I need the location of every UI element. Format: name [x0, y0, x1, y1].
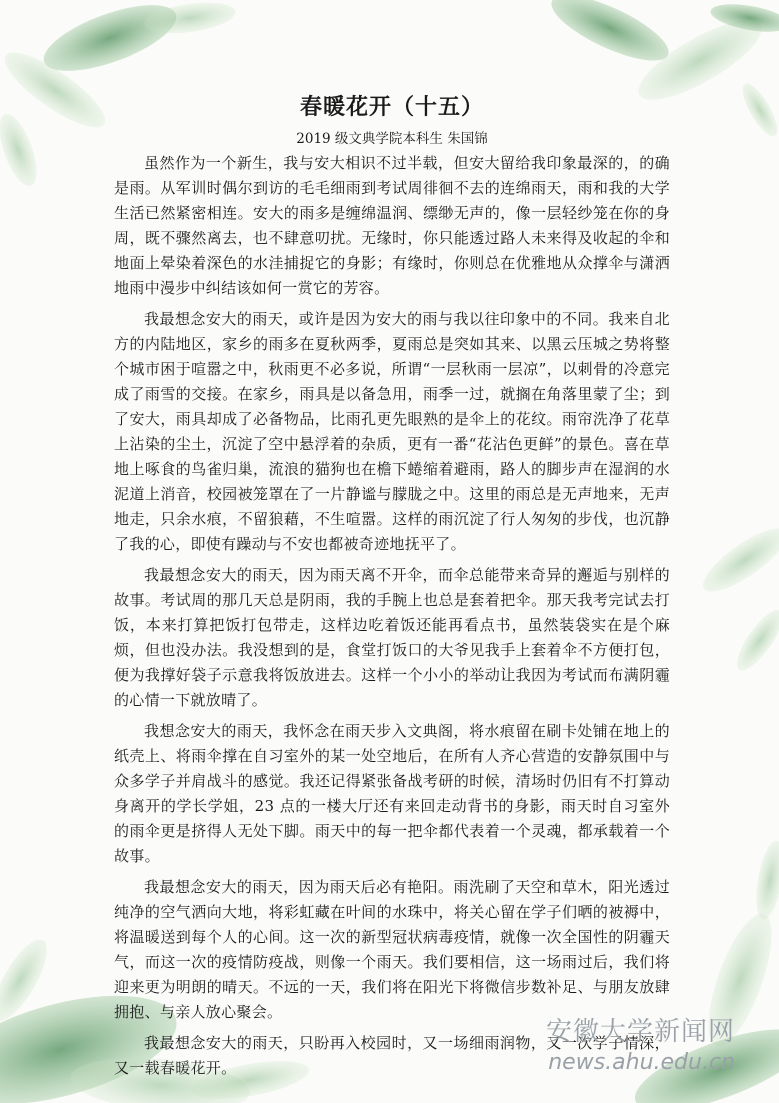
article-paragraph: 我最想念安大的雨天，因为雨天离不开伞，而伞总能带来奇异的邂逅与别样的故事。考试周的那几天总是阴雨，我的手腕上也总是套着把伞。那天我考完试去打饭，本来打算把饭打包带走，这样边吃着饭还能再看点书，虽然装袋实在是个麻烦，但也没办法。我没想到的是，食堂打饭口的大爷见我手上套着伞不方便打包，便为我撑好袋子示意我将饭放进去。这样一个小小的举动让我因为考试而布满阴霾的心情一下就放晴了。: [114, 566, 670, 709]
site-watermark: [546, 1011, 735, 1075]
article-byline: 2019 级文典学院本科生 朱国锦: [296, 131, 488, 147]
watermark-site-name: 安徽大学新闻网: [545, 1017, 735, 1047]
article-paragraph: 我最想念安大的雨天，因为雨天后必有艳阳。雨洗刷了天空和草木，阳光透过纯净的空气洒向大地，将彩虹藏在叶间的水珠中，将关心留在学子们晒的被褥中，将温暖送到每个人的心间。这一次的新型冠状病毒疫情，就像一次全国性的阴霾天气，而这一次的疫情防疫战，则像一个雨天。我们要相信，这一场雨过后，我们将迎来更为明朗的晴天。不远的一天，我们将在阳光下将微信步数补足、与朋友放肆拥抱、与亲人放心聚会。: [114, 878, 670, 1021]
article: [114, 90, 670, 1087]
article-paragraph: 我最想念安大的雨天，或许是因为安大的雨与我以往印象中的不同。我来自北方的内陆地区，家乡的雨多在夏秋两季，夏雨总是突如其来、以黑云压城之势将整个城市困于喧嚣之中，秋雨更不必多说，所谓“一层秋雨一层凉”，以刺骨的冷意完成了雨雪的交接。在家乡，雨具是以备急用，雨季一过，就搁在角落里蒙了尘；到了安大，雨具却成了必备物品，比雨孔更先眼熟的是伞上的花纹。雨帘洗净了花草上沾染的尘土，沉淀了空中悬浮着的杂质，更有一番“花沾色更鲜”的景色。喜在草地上啄食的鸟雀归巢，流浪的猫狗也在檐下蜷缩着避雨，路人的脚步声在湿润的水泥道上消音，校园被笼罩在了一片静谧与朦胧之中。这里的雨总是无声地来，无声地走，只余水痕，不留狼藉，不生喧嚣。这样的雨沉淀了行人匆匆的步伐，也沉静了我的心，即使有躁动与不安也都被奇迹地抚平了。: [114, 310, 670, 553]
watermark-url: news.ahu.edu.cn: [548, 1050, 735, 1075]
article-paragraph: 我想念安大的雨天，我怀念在雨天步入文典阁，将水痕留在刷卡处铺在地上的纸壳上、将雨伞撑在自习室外的某一处空地后，在所有人齐心营造的安静氛围中与众多学子并肩战斗的感觉。我还记得紧张备战考研的时候，清场时仍旧有不打算动身离开的学长学姐，23 点的一楼大厅还有来回走动背书的身影，雨天时自习室外的雨伞更是挤得人无处下脚。雨天中的每一把伞都代表着一个灵魂，都承载着一个故事。: [114, 722, 670, 865]
article-paragraph: 我最想念安大的雨天，只盼再入校园时，又一场细雨润物，又一次学子情深，又一载春暖花开。: [114, 1034, 670, 1077]
article-title: 春暖花开（十五）: [299, 95, 484, 120]
article-paragraph: 虽然作为一个新生，我与安大相识不过半载，但安大留给我印象最深的，的确是雨。从军训时偶尔到访的毛毛细雨到考试周徘徊不去的连绵雨天，雨和我的大学生活已然紧密相连。安大的雨多是缠绵温润、缥缈无声的，像一层轻纱笼在你的身周，既不骤然离去，也不肆意叨扰。无缘时，你只能透过路人未来得及收起的伞和地面上晕染着深色的水洼捕捉它的身影；有缘时，你则总在优雅地从众撑伞与潇洒地雨中漫步中纠结该如何一赏它的芳容。: [114, 154, 670, 297]
